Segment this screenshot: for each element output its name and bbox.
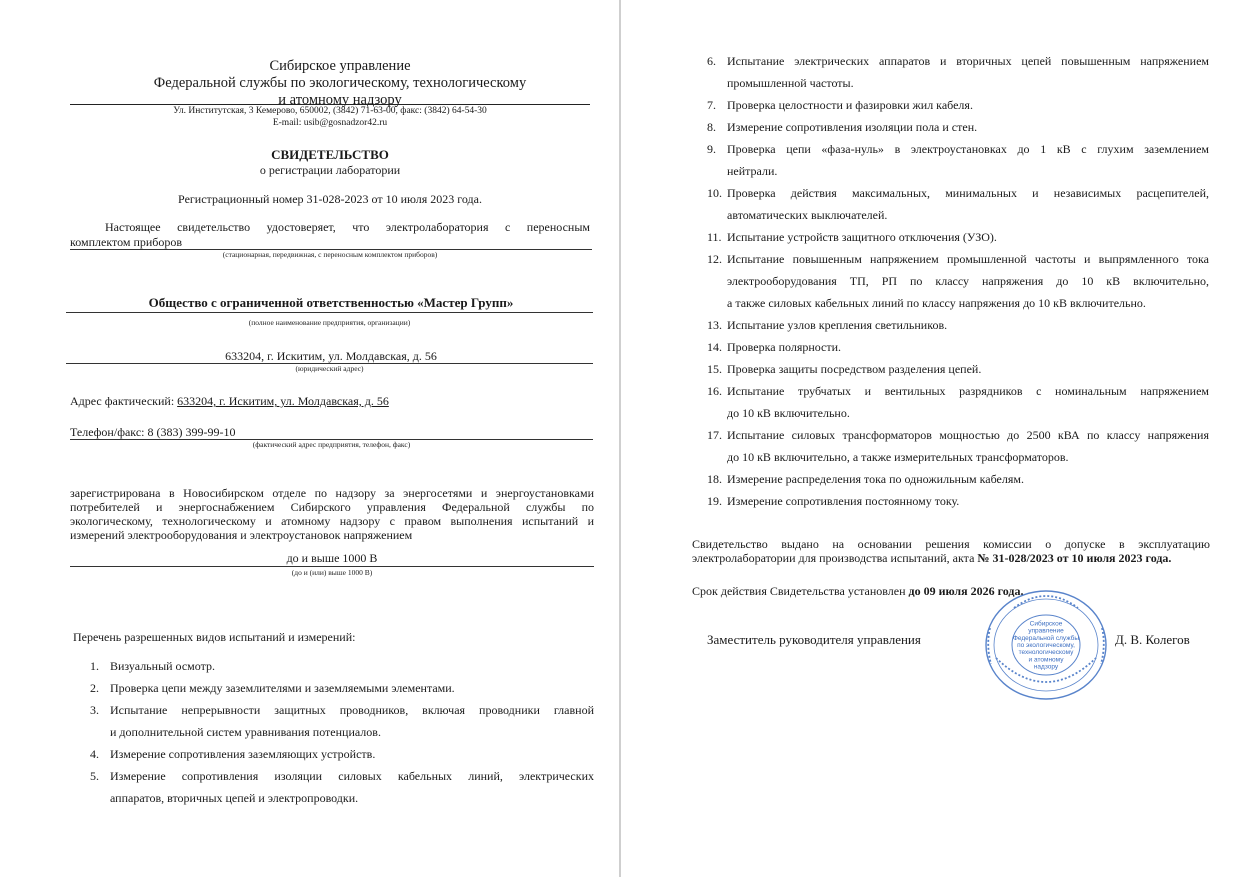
basis-line1: Свидетельство выдано на основании решения комиссии о допуске в эксплуатацию [692,537,1210,551]
test-item-number: 18. [707,472,722,486]
seal-text-line: Федеральной службы [1012,634,1080,642]
test-item-number: 4. [90,747,99,761]
test-item [90,743,594,765]
hint-company: (полное наименование предприятия, организации) [248,318,411,327]
test-item [90,677,594,699]
test-item-text: промышленной частоты. [727,76,854,90]
test-item-number: 9. [707,142,716,156]
org-header-line3: и атомному надзору [278,92,402,108]
certifies-line1: Настоящее свидетельство удостоверяет, что электролаборатория с переносным [105,220,590,234]
seal-text-line: технологическому [1018,649,1074,657]
test-item-text: а также силовых кабельных линий по классу напряжения до 10 кВ включительно. [727,296,1146,310]
test-item [707,116,1209,138]
test-item-number: 8. [707,120,716,134]
test-item-text: Проверка действия максимальных, минимальных и независимых расцепителей, [727,186,1209,200]
test-item-text: Испытание повышенным напряжением промышленной частоты и выпрямленного тока [727,252,1209,266]
test-item-number: 12. [707,252,722,266]
voltage-value: до и выше 1000 В [286,551,378,565]
test-item-number: 17. [707,428,722,442]
test-item-text: Испытание трубчатых и вентильных разрядников с номинальным напряжением [727,384,1209,398]
org-header [90,58,590,109]
test-item-number: 13. [707,318,722,332]
phone-line [70,425,590,439]
hint-actual: (фактический адрес предприятия, телефон, факс) [252,440,411,449]
test-item-text: Проверка цепи «фаза-нуль» в электроустановках до 1 кВ с глухим заземлением [727,142,1209,156]
test-item [707,138,1209,182]
actual-address [70,394,590,408]
test-item [707,358,1209,380]
seal-text-line: по экологическому, [1017,642,1075,649]
actual-address-label: Адрес фактический: [70,394,178,408]
test-item [707,248,1209,314]
test-item [707,182,1209,226]
validity-date: до 09 июля 2026 года. [908,584,1024,598]
left-page [0,0,620,877]
certifies-line2: комплектом приборов [70,235,183,249]
test-item-number: 6. [707,54,716,68]
test-item-text: Проверка защиты посредством разделения цепей. [727,362,982,376]
company-rule [66,312,593,313]
test-item-number: 3. [90,703,99,717]
test-item-text: Проверка целостности и фазировки жил кабеля. [727,98,973,112]
legal-address: 633204, г. Искитим, ул. Молдавская, д. 56 [225,349,437,363]
phone-value: 8 (383) 399-99-10 [147,425,236,439]
test-item [707,94,1209,116]
test-item-number: 1. [90,659,99,673]
registered-line1: зарегистрирована в Новосибирском отделе по надзору за энергосетями и энергоустановками [70,486,594,500]
test-item-text: до 10 кВ включительно. [727,406,850,420]
org-address: Ул. Институтская, 3 Кемерово, 650002, (3842) 71-63-00, факс: (3842) 64-54-30 [173,106,487,116]
test-item-text: Измерение распределения тока по одножильным кабелям. [727,472,1024,486]
hint-legal-address: (юридический адрес) [295,364,364,373]
basis-block [692,537,1210,565]
basis-act-number: № 31-028/2023 от 10 июля 2023 года. [977,551,1172,565]
org-email: E-mail: usib@gosnadzor42.ru [272,118,388,128]
signer-title: Заместитель руководителя управления [707,632,921,647]
test-item-text: Испытание непрерывности защитных проводников, включая проводники главной [110,703,594,717]
validity-prefix: Срок действия Свидетельства установлен [692,584,909,598]
test-item-text: Проверка полярности. [727,340,842,354]
doc-title: СВИДЕТЕЛЬСТВО [271,147,389,162]
official-round-seal-icon [982,588,1110,702]
registered-block [70,486,594,542]
test-item-number: 10. [707,186,722,200]
test-item-text: Измерение сопротивления заземляющих устройств. [110,747,376,761]
test-item-text: Измерение сопротивления изоляции силовых кабельных линий, электрических [110,769,594,783]
test-item [707,50,1209,94]
actual-address-value: 633204, г. Искитим, ул. Молдавская, д. 56 [177,394,389,408]
basis-line2-prefix: электролаборатории для производства испытаний, акта [692,551,978,565]
test-item-number: 2. [90,681,99,695]
test-item-text: Измерение сопротивления изоляции пола и стен. [727,120,978,134]
test-item [707,380,1209,424]
test-item [707,226,1209,248]
test-item-text: Измерение сопротивления постоянному току. [727,494,960,508]
phone-label: Телефон/факс: [70,425,148,439]
test-item [90,655,594,677]
right-page [621,0,1241,877]
test-item-text: до 10 кВ включительно, а также измерительных трансформаторов. [727,450,1069,464]
test-item [707,336,1209,358]
registered-line3: экологическому, технологическому и атомному надзору с правом выполнения испытаний и [70,514,594,528]
voltage-rule [70,566,594,567]
test-item-text: автоматических выключателей. [727,208,888,222]
seal-text-line: и атомному [1028,656,1064,664]
test-item-number: 19. [707,494,722,508]
seal-text-line: Сибирское [1029,620,1063,628]
hint-voltage: (до и (или) выше 1000 В) [291,568,373,577]
header-rule [70,104,590,105]
test-item [707,314,1209,336]
test-item [90,765,594,809]
basis-line2 [692,551,1210,565]
tests-list-right [707,50,1209,512]
org-header-line2: Федеральной службы по экологическому, технологическому [153,75,527,91]
hint-lab-type: (стационарная, передвижная, с переносным комплектом приборов) [222,250,438,259]
tests-heading: Перечень разрешенных видов испытаний и измерений: [73,630,356,644]
test-item-number: 14. [707,340,722,354]
test-item-text: аппаратов, вторичных цепей и электропроводки. [110,791,359,805]
test-item-text: Визуальный осмотр. [110,659,216,673]
seal-text-line: управление [1028,627,1064,635]
test-item-number: 7. [707,98,716,112]
test-item [707,490,1209,512]
company-name: Общество с ограниченной ответственностью «Мастер Групп» [148,295,514,310]
test-item [90,699,594,743]
test-item-text: Проверка цепи между заземлителями и заземляемыми элементами. [110,681,455,695]
test-item-text: Испытание силовых трансформаторов мощностью до 2500 кВА по классу напряжения [727,428,1209,442]
doc-subtitle: о регистрации лаборатории [259,163,401,177]
org-header-line1: Сибирское управление [269,58,411,74]
validity-line [692,584,1210,598]
seal-text-line: надзору [1033,663,1059,671]
test-item-text: Испытание электрических аппаратов и вторичных цепей повышенным напряжением [727,54,1209,68]
test-item-number: 11. [707,230,722,244]
test-item-number: 15. [707,362,722,376]
reg-number: Регистрационный номер 31-028-2023 от 10 июля 2023 года. [178,192,482,206]
signer-name: Д. В. Колегов [1115,632,1190,647]
test-item-number: 5. [90,769,99,783]
test-item-text: Испытание устройств защитного отключения (УЗО). [727,230,997,244]
test-item-text: и дополнительной систем уравнивания потенциалов. [110,725,381,739]
test-item-text: Испытание узлов крепления светильников. [727,318,948,332]
test-item-number: 16. [707,384,722,398]
registered-line2: потребителей и энергоснабжением Сибирского управления Федеральной службы по [70,500,594,514]
test-item-text: электрооборудования ТП, РП по классу напряжения до 10 кВ включительно, [727,274,1209,288]
test-item-text: нейтрали. [727,164,778,178]
tests-list-left [90,655,594,809]
test-item [707,468,1209,490]
registered-line4: измерений электрооборудования и электроустановок напряжением [70,528,413,542]
test-item [707,424,1209,468]
